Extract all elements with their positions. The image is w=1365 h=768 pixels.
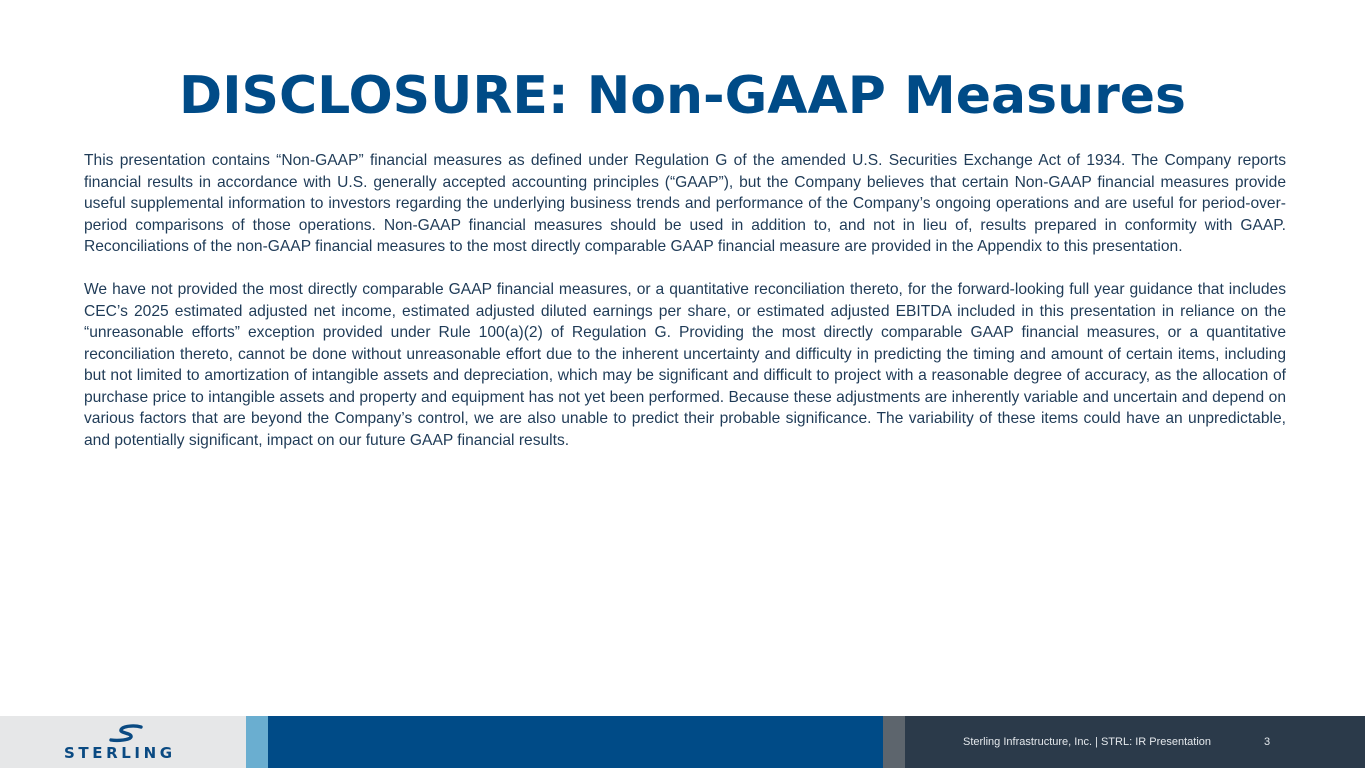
disclosure-paragraph-1: This presentation contains “Non-GAAP” financial measures as defined under Regulation G of the amended U.S. Securities Exchange Act of 1934. The Company reports financial results in accordance with U.S. generally accepted accounting principles (“GAAP”), but the Company believes that certain Non-GAAP financial measures provide useful supplemental information to investors regarding the underlying business trends and performance of the Company’s ongoing operations and are useful for period-over-period comparisons of those operations. Non-GAAP financial measures should be used in addition to, and not in lieu of, results prepared in conformity with GAAP. Reconciliations of the non-GAAP financial measures to the most directly comparable GAAP financial measure are provided in the Appendix to this presentation. xyxy=(84,152,1286,255)
slide-title: DISCLOSURE: Non-GAAP Measures xyxy=(179,66,1186,126)
sterling-logo-text: STERLING xyxy=(64,744,176,762)
disclosure-paragraph-2: We have not provided the most directly comparable GAAP financial measures, or a quantitative reconciliation thereto, for the forward-looking full year guidance that includes CEC’s 2025 estimated adjusted net income, estimated adjusted diluted earnings per share, or estimated adjusted EBITDA included in this presentation in reliance on the “unreasonable efforts” exception provided under Rule 100(a)(2) of Regulation G. Providing the most directly comparable GAAP financial measures, or a quantitative reconciliation thereto, cannot be done without unreasonable effort due to the inherent uncertainty and difficulty in predicting the timing and amount of certain items, including but not limited to amortization of intangible assets and depreciation, which may be significant and difficult to project with a reasonable degree of accuracy, as the allocation of purchase price to intangible assets and property and equipment has not yet been performed. Because these adjustments are inherently variable and uncertain and depend on various factors that are beyond the Company’s control, we are also unable to predict their probable significance. The variability of these items could have an unpredictable, and potentially significant, impact on our future GAAP financial results. xyxy=(84,281,1286,449)
sterling-logo xyxy=(60,724,186,764)
footer-logo-panel xyxy=(0,716,246,768)
footer-accent-blue xyxy=(268,716,883,768)
page-number: 3 xyxy=(1264,736,1271,748)
sterling-s-mark-icon xyxy=(108,724,144,744)
footer-bar xyxy=(0,716,1365,768)
footer-accent-gray xyxy=(883,716,905,768)
footer-accent-light-blue xyxy=(246,716,268,768)
footer-company-line: Sterling Infrastructure, Inc. | STRL: IR Presentation xyxy=(963,736,1212,748)
disclosure-body xyxy=(84,150,1286,473)
